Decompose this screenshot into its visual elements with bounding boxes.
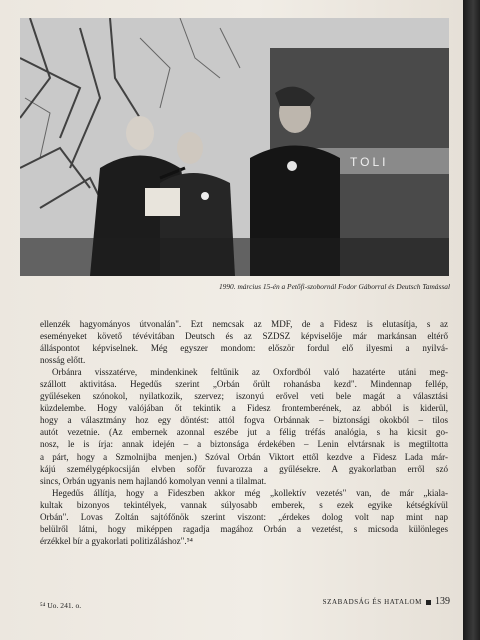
- footnote: ⁵⁴ Uo. 241. o.: [40, 601, 82, 610]
- photo-illustration: [20, 18, 449, 276]
- text-line: autót vezetnie. (Az embernek azonnal eszébe jut a félig tréfás analógia, s ha kicsit go-: [40, 427, 448, 438]
- text-line: eseményeket követő tévévitában Deutsch és az SZDSZ képviselője már markánsan eltérő: [40, 331, 448, 342]
- page-number: 139: [435, 596, 450, 607]
- page-footer: [280, 596, 450, 607]
- text-line: Orbán". Lovas Zoltán sajtófőnök szerint viszont: „érdekes dolog volt nap mint nap: [40, 511, 448, 522]
- text-line: ellenzék hagyományos útvonalán". Ezt nemcsak az MDF, de a Fidesz is elutasítja, s az: [40, 319, 448, 329]
- book-spine: [463, 0, 480, 640]
- text-line: érzékkel bír a gyakorlati politizáláshoz".⁵⁴: [40, 535, 193, 546]
- separator-square-icon: [426, 600, 431, 605]
- text-line: sincs, Orbán ugyanis nem hajlandó komolyan venni a tilalmat.: [40, 475, 267, 486]
- banner-text: TOLI: [350, 155, 389, 169]
- text-line: hogy a választmány hoz egy döntést: attól fogva Orbánnak – biztonsági okokból – tilos: [40, 415, 448, 426]
- text-line: belülről látni, hogy miképpen ragadja magához Orbán a vezetést, s micsoda különleges: [40, 523, 448, 534]
- text-line: nosz, le is írja: annak idején – a biztonsága érdekében – Lenin elvtársnak is megtiltotta: [40, 439, 448, 450]
- text-line: Orbánra visszatérve, mindenkinek feltűnik az Oxfordból való hazatérte utáni meg-: [52, 367, 448, 378]
- text-line: nosság előtt.: [40, 355, 86, 366]
- text-line: kultak bizonyos tekintélyek, vannak súlyosabb emberek, s ezek egyike kétségkívül: [40, 499, 448, 510]
- text-line: kájú személygépkocsiján elvben sofőr fuvarozza a gyűlésekre. A gyakorlatban erről szó: [40, 463, 448, 474]
- text-line: Hegedűs állítja, hogy a Fideszben akkor még „kollektív vezetés" van, de már „kiala-: [52, 487, 448, 498]
- text-line: a párt, hogy a Szmolnijba menjen.) Szóval Orbán Viktort ettől kezdve a Fidesz Lada már-: [40, 451, 448, 462]
- text-line: küzdelembe. Hogy valójában őt tekintik a Fidesz frontemberének, az abból is kiderül,: [40, 403, 448, 414]
- text-line: gyűléseken szónokol, nyilatkozik, szervez; iszonyú erővel veti bele magát a választási: [40, 391, 448, 402]
- historical-photo: [20, 18, 449, 276]
- body-text: [40, 318, 448, 547]
- text-line: szállott aktivitása. Hegedűs szerint „Orbán őrült rohanásba kezd". Mindennap fellép,: [40, 379, 448, 390]
- running-title: SZABADSÁG ÉS HATALOM: [322, 598, 422, 606]
- photo-caption: 1990. március 15-én a Petőfi-szobornál Fodor Gáborral és Deutsch Tamással: [218, 282, 450, 291]
- text-line: álláspontot képviselnek. Még egyszer mondom: először fordul elő ilyesmi a nyilvá-: [40, 343, 448, 354]
